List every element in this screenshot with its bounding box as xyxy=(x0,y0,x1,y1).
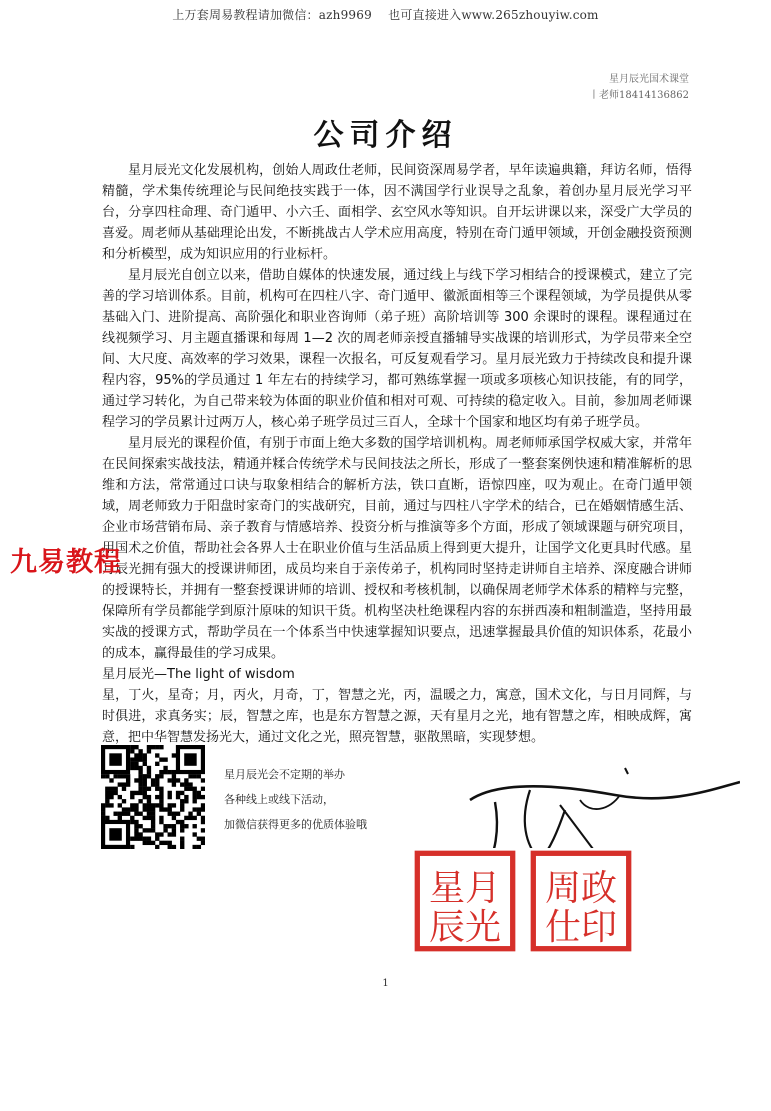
paragraph-3: 星月辰光的课程价值，有别于市面上绝大多数的国学培训机构。周老师师承国学权威大家，并常年在民间探索实战技法，精通并糅合传统学术与民间技法之所长，形成了一整套案例快速和精准解析的思维和方法，常常通过口诀与取象相结合的解析方法，铁口直断，语惊四座，叹为观止。在奇门遁甲领域，周老师致力于阳盘时家奇门的实战研究，目前，通过与四柱八字学术的结合，已在婚姻情感生活、企业市场营销布局、亲子教育与情感培养、投资分析与推演等多个方面，形成了领域课题与研究项目，用国术之价值，帮助社会各界人士在职业价值与生活品质上得到更大提升，让国学文化更具时代感。星月辰光拥有强大的授课讲师团，成员均来自于亲传弟子，机构同时坚持走讲师自主培养、深度融合讲师的授课特长，并拥有一整套授课讲师的培训、授权和考核机制，以确保周老师学术体系的精粹与完整，保障所有学员都能学到原汁原味的知识干货。机构坚决杜绝课程内容的东拼西凑和粗制滥造，坚持用最实战的授课方式，帮助学员在一个体系当中快速掌握知识要点，迅速掌握最具价值的知识体系，花最小的成本，赢得最佳的学习成果。 xyxy=(102,436,692,661)
qr-code[interactable] xyxy=(101,745,205,849)
svg-text:周政: 周政 xyxy=(544,867,618,909)
header-phone: 丨老师18414136862 xyxy=(589,90,689,101)
qr-caption-line-3: 加微信获得更多的优质体验哦 xyxy=(224,818,367,831)
seal-left-graphic xyxy=(412,848,518,954)
header-brand: 星月辰光国术课堂 xyxy=(609,74,689,85)
paragraph-2: 星月辰光自创立以来，借助自媒体的快速发展，通过线上与线下学习相结合的授课模式，建立了完善的学习培训体系。目前，机构可在四柱八字、奇门遁甲、徽派面相等三个课程领域，为学员提供从零基础入门、进阶提高、高阶强化和职业咨询师（弟子班）高阶培训等 300 余课时的课程。课程通过在线视频学习、月主题直播课和每周 1—2 次的周老师亲授直播辅导实战课的培训形式，为学员带来全空间、大尺度、高效率的学习效果，课程一次报名，可反复观看学习。星月辰光致力于持续改良和提升课程内容，95%的学员通过 1 年左右的持续学习，都可熟练掌握一项或多项核心知识技能，有的同学，通过学习转化，为自己带来较为体面的职业价值和相对可观、可持续的稳定收入。目前，参加周老师课程学习的学员累计过两万人，核心弟子班学员过三百人，全球十个国家和地区均有弟子班学员。 xyxy=(102,268,692,430)
top-banner: 上万套周易教程请加微信：azh9969 也可直接进入www.265zhouyiw.com xyxy=(172,8,599,22)
qr-code-graphic xyxy=(101,745,205,849)
seal-left xyxy=(412,848,518,954)
svg-text:仕印: 仕印 xyxy=(544,907,618,949)
seal-right xyxy=(528,848,634,954)
watermark-overlay: 九易教程 xyxy=(10,547,122,578)
closing-paragraph: 星，丁火，星奇；月，丙火，月奇，丁，智慧之光，丙，温暖之力，寓意，国术文化，与日月同辉，与时俱进，求真务实；辰，智慧之库，也是东方智慧之源，天有星月之光，地有智慧之库，相映成辉，寓意，把中华智慧发扬光大，通过文化之光，照亮智慧，驱散黑暗，实现梦想。 xyxy=(102,688,692,745)
motto: 星月辰光—The light of wisdom xyxy=(102,667,295,682)
paragraph-1: 星月辰光文化发展机构，创始人周政仕老师，民间资深周易学者，早年读遍典籍，拜访名师，悟得精髓，学术集传统理论与民间绝技实践于一体，因不满国学行业误导之乱象，着创办星月辰光学习平台，分享四柱命理、奇门遁甲、小六壬、面相学、玄空风水等知识。自开坛讲课以来，深受广大学员的喜爱。周老师从基础理论出发，不断挑战古人学术应用高度，特别在奇门遁甲领域，开创金融投资预测和分析模型，成为知识应用的行业标杆。 xyxy=(102,163,692,262)
qr-caption-line-2: 各种线上或线下活动， xyxy=(224,793,334,806)
qr-caption-line-1: 星月辰光会不定期的举办 xyxy=(224,768,345,781)
body-text xyxy=(102,160,692,748)
svg-text:辰光: 辰光 xyxy=(428,907,502,949)
qr-caption xyxy=(224,762,367,837)
page-number: 1 xyxy=(382,978,389,989)
page-title: 公司介绍 xyxy=(313,118,458,153)
header-contact xyxy=(589,72,689,104)
svg-text:星月: 星月 xyxy=(428,867,502,909)
seal-right-graphic xyxy=(528,848,634,954)
